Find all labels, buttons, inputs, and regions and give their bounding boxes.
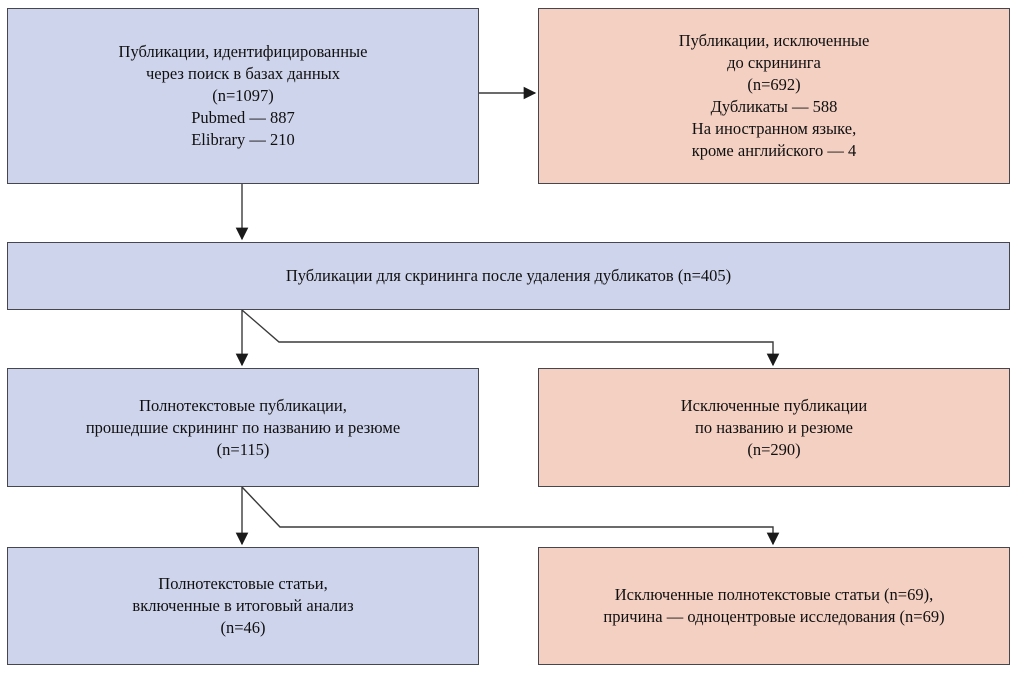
arrow-screening-to-excluded-title — [242, 310, 773, 365]
text-line: Публикации, исключенные — [678, 31, 870, 50]
text-line: прошедшие скрининг по названию и резюме — [85, 417, 401, 437]
text-line: Pubmed — 887 — [191, 108, 295, 127]
text-line: На иностранном языке, — [691, 119, 857, 138]
text-line: по названию и резюме — [694, 417, 853, 437]
text-line: (n=115) — [216, 439, 270, 459]
text-line: включенные в итоговый анализ — [132, 596, 354, 615]
box-excluded-fulltext — [538, 547, 1010, 665]
box-included-final-analysis — [7, 547, 479, 665]
text-line: Публикации, идентифицированные — [118, 42, 368, 61]
text-line: через поиск в базах данных — [146, 64, 340, 83]
box-excluded-by-title-abstract-text — [681, 395, 868, 461]
text-line: Полнотекстовые статьи, — [158, 574, 328, 593]
arrow-fulltext-to-excluded-fulltext — [242, 487, 773, 544]
text-line: Дубликаты — 588 — [710, 97, 838, 116]
box-fulltext-screened-text — [86, 395, 400, 461]
box-screening-after-dedup-text — [286, 265, 731, 287]
box-excluded-fulltext-text — [603, 584, 944, 628]
text-line: (n=46) — [220, 618, 266, 637]
text-line: Elibrary — 210 — [191, 130, 295, 149]
text-line: Исключенные полнотекстовые статьи (n=69), — [614, 585, 934, 604]
box-fulltext-screened — [7, 368, 479, 487]
box-excluded-before-screening — [538, 8, 1010, 184]
text-line: (n=692) — [747, 75, 801, 94]
box-included-final-analysis-text — [132, 573, 353, 639]
box-excluded-by-title-abstract — [538, 368, 1010, 487]
text-line: кроме английского — 4 — [691, 141, 857, 160]
text-line: Полнотекстовые публикации, — [139, 395, 347, 415]
text-line: до скрининга — [727, 53, 821, 72]
text-line: (n=290) — [747, 439, 801, 459]
text-line: причина — одноцентровые исследования (n=69) — [603, 607, 945, 626]
box-excluded-before-screening-text — [679, 30, 870, 162]
text-line: Публикации для скрининга после удаления дубликатов (n=405) — [285, 266, 732, 285]
text-line: (n=1097) — [212, 86, 274, 105]
box-publications-identified — [7, 8, 479, 184]
box-screening-after-dedup — [7, 242, 1010, 310]
box-publications-identified-text — [119, 41, 368, 151]
text-line: Исключенные публикации — [680, 395, 868, 415]
